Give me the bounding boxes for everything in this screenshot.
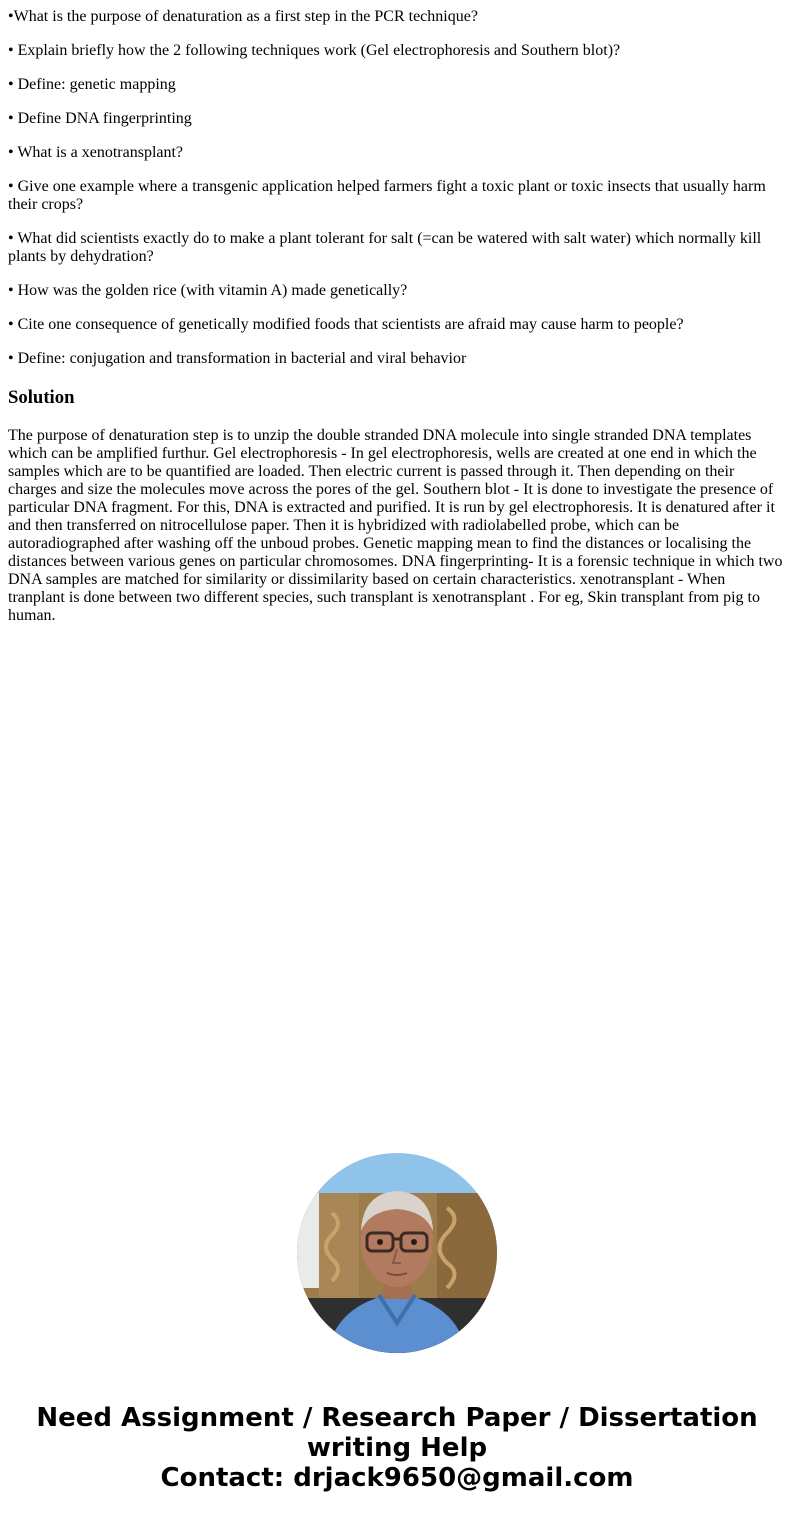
promo-banner xyxy=(0,1403,794,1493)
promo-contact: Contact: drjack9650@gmail.com xyxy=(160,1463,634,1493)
solution-heading: Solution xyxy=(8,387,75,408)
solution-text: The purpose of denaturation step is to unzip the double stranded DNA molecule into single stranded DNA templates which can be amplified furthur. Gel electrophoresis - In gel electrophoresis, wells are created at one end in which the samples which are to be quantified are loaded. Then electric current is passed through it. Then depending on their charges and size the molecules move across the pores of the gel. Southern blot - It is done to investigate the presence of particular DNA fragment. For this, DNA is extracted and purified. It is run by gel electrophoresis. It is denatured after it and then transferred on nitrocellulose paper. Then it is hybridized with radiolabelled probe, which can be autoradiographed after washing off the unboud probes. Genetic mapping mean to find the distances or localising the distances between various genes on particular chromosomes. DNA fingerprinting- It is a forensic technique in which two DNA samples are matched for similarity or dissimilarity based on certain characteristics. xenotransplant - When tranplant is done between two different species, such transplant is xenotransplant . For eg, Skin transplant from pig to human. xyxy=(8,427,783,624)
question-7: • What did scientists exactly do to make a plant tolerant for salt (=can be watered with salt water) which normally kill plants by dehydration? xyxy=(8,230,762,265)
promo-line-2: writing Help xyxy=(306,1433,488,1463)
question-2: • Explain briefly how the 2 following techniques work (Gel electrophoresis and Southern blot)? xyxy=(8,42,621,59)
question-6: • Give one example where a transgenic application helped farmers fight a toxic plant or toxic insects that usually harm their crops? xyxy=(8,178,766,213)
avatar-window xyxy=(297,1193,319,1288)
avatar-eye-left xyxy=(377,1239,383,1245)
author-avatar xyxy=(297,1153,497,1353)
author-photo-illustration xyxy=(297,1153,497,1353)
question-1: •What is the purpose of denaturation as a first step in the PCR technique? xyxy=(8,8,478,25)
question-5: • What is a xenotransplant? xyxy=(8,144,184,161)
question-10: • Define: conjugation and transformation in bacterial and viral behavior xyxy=(8,350,467,367)
question-4: • Define DNA fingerprinting xyxy=(8,110,192,127)
document-body xyxy=(8,8,786,625)
question-3: • Define: genetic mapping xyxy=(8,76,176,93)
promo-line-1: Need Assignment / Research Paper / Dissertation xyxy=(36,1403,758,1433)
avatar-eye-right xyxy=(411,1239,417,1245)
question-9: • Cite one consequence of genetically modified foods that scientists are afraid may cause harm to people? xyxy=(8,316,684,333)
question-8: • How was the golden rice (with vitamin A) made genetically? xyxy=(8,282,408,299)
